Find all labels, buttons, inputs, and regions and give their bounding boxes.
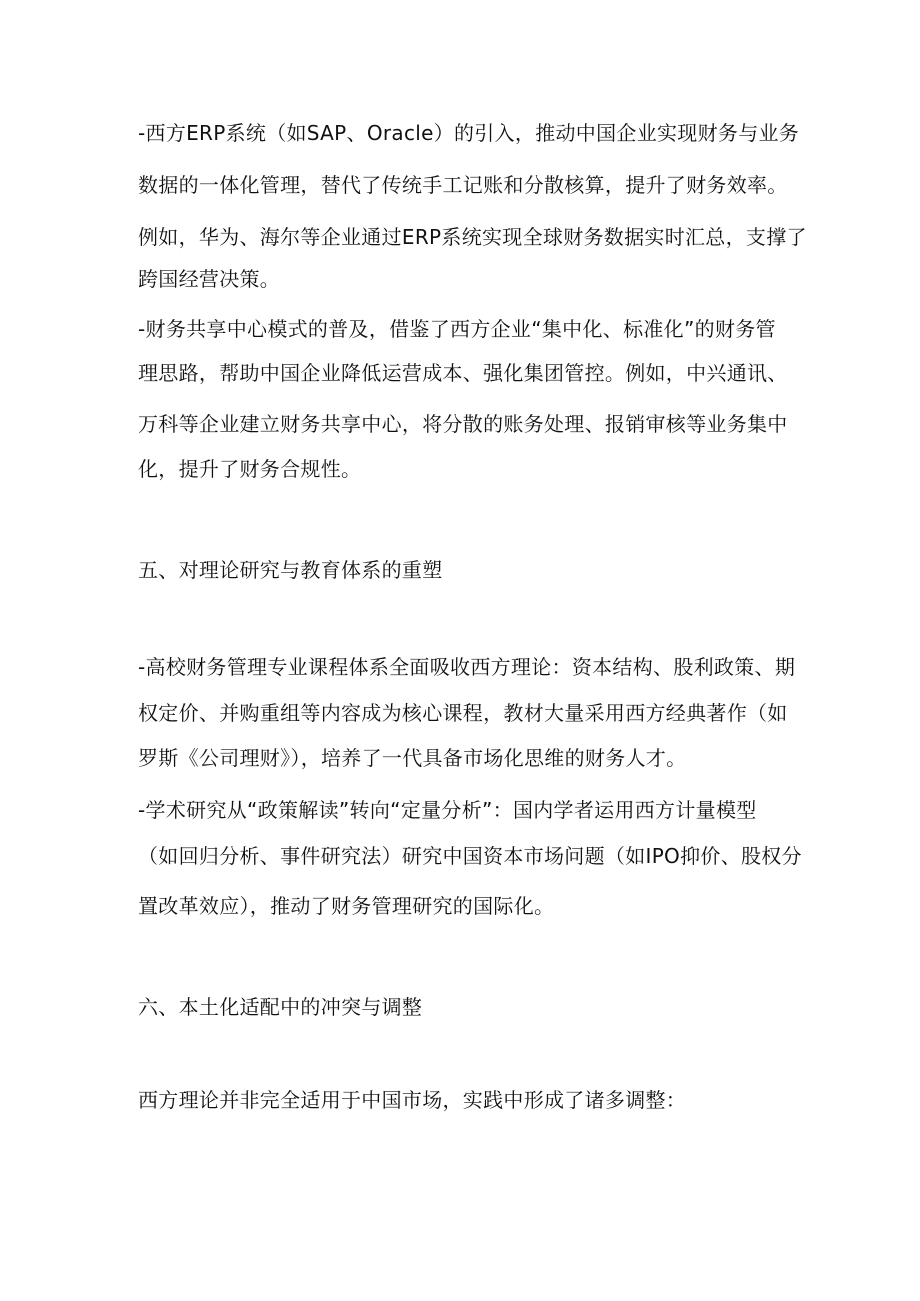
paragraph-line: 理思路，帮助中国企业降低运营成本、强化集团管控。例如，中兴通讯、 bbox=[138, 361, 788, 385]
section-6-intro: 西方理论并非完全适用于中国市场，实践中形成了诸多调整： bbox=[138, 1088, 687, 1112]
paragraph-line: 置改革效应），推动了财务管理研究的国际化。 bbox=[138, 894, 555, 918]
paragraph-line: -西方ERP系统（如SAP、Oracle）的引入，推动中国企业实现财务与业务 bbox=[138, 121, 800, 145]
paragraph-line: 化，提升了财务合规性。 bbox=[138, 457, 362, 481]
paragraph-line: 数据的一体化管理，替代了传统手工记账和分散核算，提升了财务效率。 bbox=[138, 173, 788, 197]
paragraph-line: -学术研究从“政策解读”转向“定量分析”：国内学者运用西方计量模型 bbox=[138, 798, 757, 822]
section-5-heading: 五、对理论研究与教育体系的重塑 bbox=[138, 558, 443, 582]
paragraph-line: 权定价、并购重组等内容成为核心课程，教材大量采用西方经典著作（如 bbox=[138, 701, 788, 725]
section-6-heading: 六、本土化适配中的冲突与调整 bbox=[138, 995, 423, 1019]
paragraph-line: 例如，华为、海尔等企业通过ERP系统实现全球财务数据实时汇总，支撑了 bbox=[138, 225, 807, 249]
paragraph-line: -财务共享中心模式的普及，借鉴了西方企业“集中化、标准化”的财务管 bbox=[138, 317, 776, 341]
paragraph-line: -高校财务管理专业课程体系全面吸收西方理论：资本结构、股利政策、期 bbox=[138, 655, 796, 679]
paragraph-line: 跨国经营决策。 bbox=[138, 267, 281, 291]
paragraph-line: （如回归分析、事件研究法）研究中国资本市场问题（如IPO抑价、股权分 bbox=[138, 844, 802, 868]
paragraph-line: 万科等企业建立财务共享中心，将分散的账务处理、报销审核等业务集中 bbox=[138, 412, 788, 436]
paragraph-line: 罗斯《公司理财》），培养了一代具备市场化思维的财务人才。 bbox=[138, 746, 687, 770]
